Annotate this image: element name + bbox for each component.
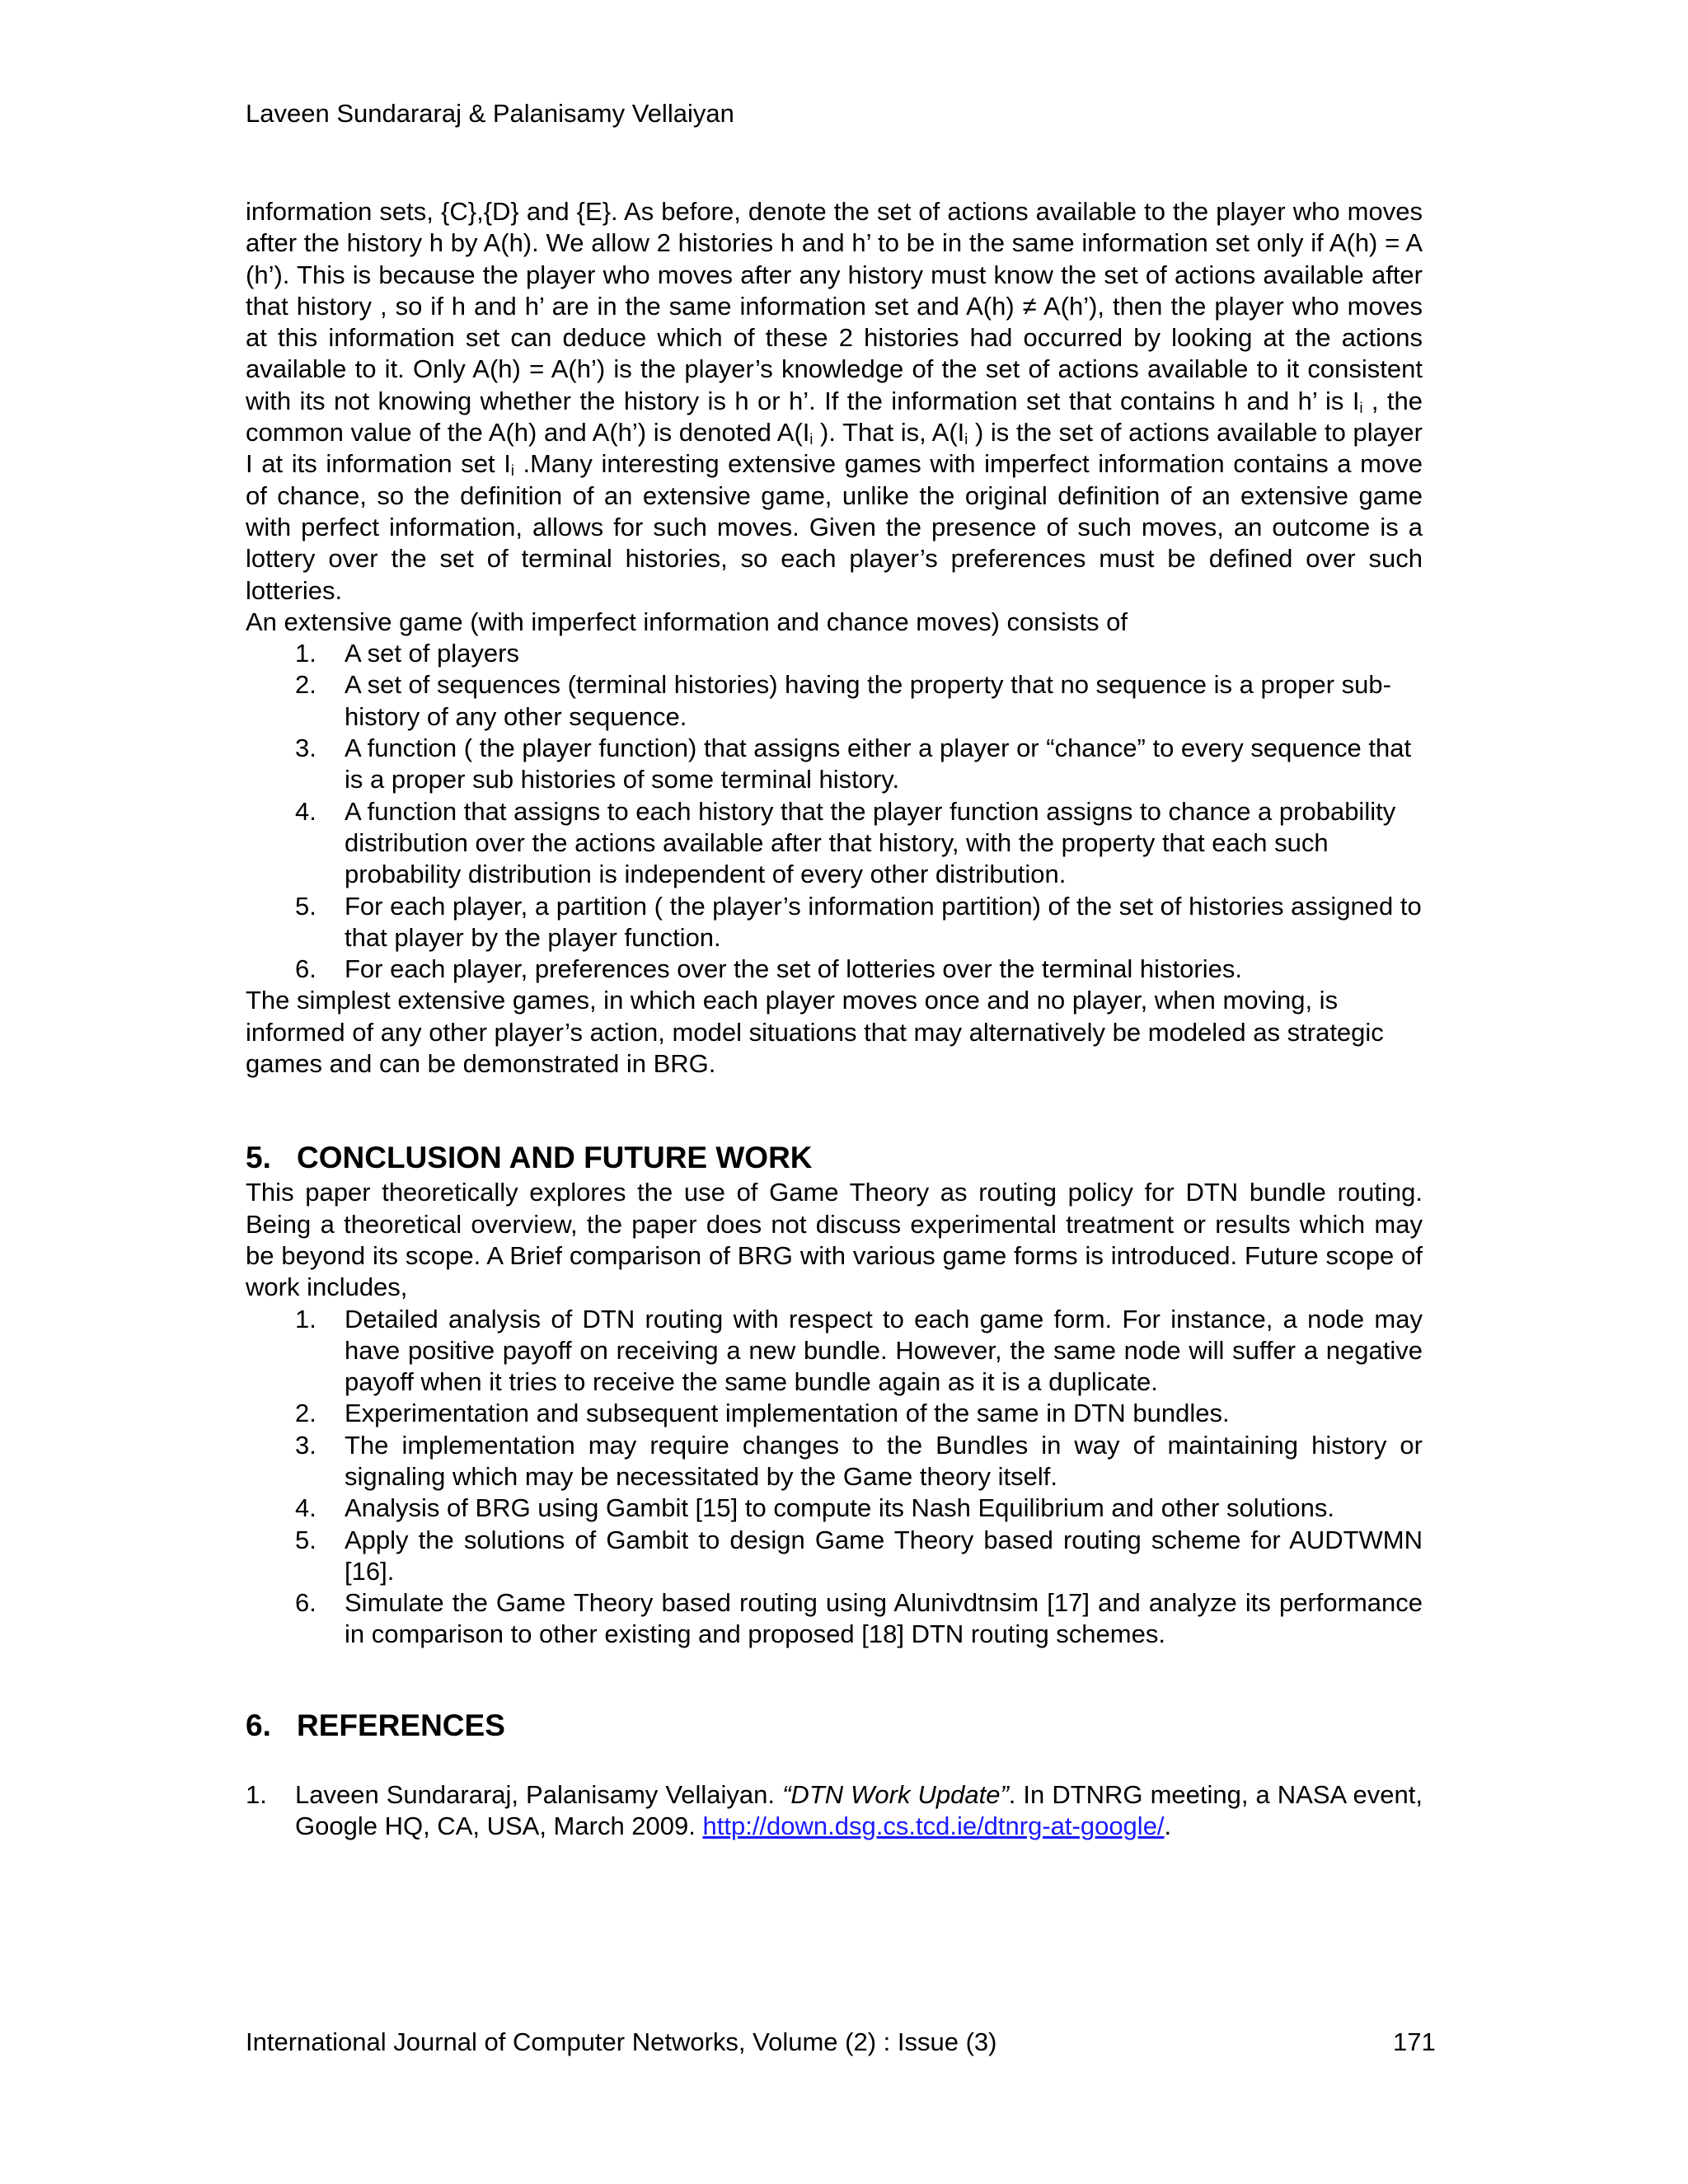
list-item-text: Experimentation and subsequent implementation of the same in DTN bundles. [345, 1399, 1230, 1428]
list-item-number: 6. [295, 954, 316, 984]
intro-text-part-2: , the common value of the A(h) and A(h’) is denoted A(I [246, 386, 1423, 448]
spacer [246, 1745, 1423, 1779]
page-number: 171 [1393, 2027, 1436, 2056]
intro-text-part-4: ) is the set of actions available to player I at its information set I [246, 418, 1423, 479]
intro-text-part-1: information sets, {C},{D} and {E}. As before, denote the set of actions available to the player who moves after the history h by A(h). We allow 2 histories h and h’ to be in the same information set only if A(h) = A (h’). This is because the player who moves after any history must know the set of actions available after that history , so if h and h’ are in the same information set and A(h) ≠ A(h’), then the player who moves at this information set can deduce which of these 2 histories had occurred by looking at the actions available to it. Only A(h) = A(h’) is the player’s knowledge of the set of actions available to it consistent with its not knowing whether the history is h or h’. If the information set that contains h and h’ is I [246, 197, 1423, 415]
subscript-i: i [1359, 399, 1363, 416]
list-item [246, 1587, 1423, 1651]
list-item-number: 6. [295, 1588, 316, 1618]
closing-paragraph: The simplest extensive games, in which each player moves once and no player, when moving, is informed of any other player’s action, model situations that may alternatively be modeled as strategic games and can be demonstrated in BRG. [246, 986, 1384, 1079]
conclusion-heading [246, 1139, 1423, 1177]
list-item [246, 796, 1423, 891]
list-item-text: A set of sequences (terminal histories) having the property that no sequence is a proper sub-history of any other sequence. [345, 670, 1391, 731]
list-item-text: Simulate the Game Theory based routing using Alunivdtnsim [17] and analyze its performance in comparison to other existing and proposed [18] DTN routing schemes. [345, 1588, 1423, 1649]
reference-venue: . In DTNRG meeting, a NASA event, Google HQ, CA, USA, March 2009. [295, 1779, 1423, 1841]
list-item [246, 1493, 1423, 1524]
list-item [246, 669, 1423, 733]
list-item-number: 1. [295, 639, 316, 668]
list-item [246, 891, 1423, 954]
section-title: CONCLUSION AND FUTURE WORK [297, 1141, 813, 1175]
reference-authors: Laveen Sundararaj, Palanisamy Vellaiyan. [295, 1779, 783, 1809]
list-item-number: 1. [295, 1304, 316, 1333]
list-intro: An extensive game (with imperfect information and chance moves) consists of [246, 607, 1128, 636]
list-item [246, 1398, 1423, 1429]
list-item [246, 954, 1423, 985]
list-item-text: For each player, preferences over the set of lotteries over the terminal histories. [345, 954, 1242, 984]
reference-title: “DTN Work Update” [782, 1779, 1009, 1809]
list-item-text: A function that assigns to each history that the player function assigns to chance a probability distribution over the actions available after that history, with the property that each such probability distribution is independent of every other distribution. [345, 796, 1396, 889]
list-item-number: 2. [295, 1399, 316, 1428]
list-item-text: For each player, a partition ( the player’s information partition) of the set of histories assigned to that player by the player function. [345, 891, 1422, 952]
section-number: 5. [246, 1141, 271, 1175]
list-item-number: 2. [295, 670, 316, 700]
list-item-text: Detailed analysis of DTN routing with respect to each game form. For instance, a node may have positive payoff on receiving a new bundle. However, the same node will suffer a negative payoff when it tries to receive the same bundle again as it is a duplicate. [345, 1304, 1423, 1397]
intro-paragraph [246, 196, 1423, 607]
page-body [246, 196, 1423, 1842]
list-item-text: The implementation may require changes to the Bundles in way of maintaining history or signaling which may be necessitated by the Game theory itself. [345, 1430, 1423, 1491]
list-item [246, 638, 1423, 669]
reference-number: 1. [246, 1779, 267, 1809]
list-item [246, 1304, 1423, 1399]
list-item-number: 4. [295, 796, 316, 826]
list-item-text: Apply the solutions of Gambit to design Game Theory based routing scheme for AUDTWMN [16]. [345, 1525, 1423, 1586]
subscript-i: i [964, 431, 968, 448]
game-elements-list [246, 638, 1423, 985]
section-title: REFERENCES [297, 1708, 505, 1742]
references-list [246, 1779, 1423, 1843]
intro-text-part-3: ). That is, A(I [813, 418, 965, 448]
spacer [246, 1080, 1423, 1139]
list-item-number: 3. [295, 1430, 316, 1460]
list-item [246, 1525, 1423, 1588]
reference-item [246, 1779, 1423, 1843]
reference-tail: . [1164, 1811, 1172, 1841]
intro-text-part-5: .Many interesting extensive games with imperfect information contains a move of chance, so the definition of an extensive game, unlike the original definition of an extensive game with perfect information, allows for such moves. Given the presence of such moves, an outcome is a lottery over the set of terminal histories, so each player’s preferences must be defined over such lotteries. [246, 449, 1423, 605]
list-item-text: Analysis of BRG using Gambit [15] to compute its Nash Equilibrium and other solutions. [345, 1493, 1334, 1523]
section-number: 6. [246, 1708, 271, 1742]
list-item-text: A set of players [345, 639, 519, 668]
subscript-i: i [510, 462, 514, 480]
list-item [246, 1430, 1423, 1493]
list-item-number: 5. [295, 1525, 316, 1554]
footer-journal: International Journal of Computer Networks, Volume (2) : Issue (3) [246, 2027, 997, 2056]
list-item [246, 733, 1423, 796]
list-item-number: 5. [295, 891, 316, 921]
list-item-number: 4. [295, 1493, 316, 1523]
future-work-list [246, 1304, 1423, 1651]
reference-link[interactable]: http://down.dsg.cs.tcd.ie/dtnrg-at-google/ [702, 1811, 1165, 1841]
spacer [246, 1651, 1423, 1707]
list-item-number: 3. [295, 733, 316, 763]
references-heading [246, 1707, 1423, 1745]
running-header: Laveen Sundararaj & Palanisamy Vellaiyan [246, 99, 734, 128]
list-item-text: A function ( the player function) that assigns either a player or “chance” to every sequence that is a proper sub histories of some terminal history. [345, 733, 1412, 794]
subscript-i: i [809, 431, 814, 448]
conclusion-paragraph: This paper theoretically explores the use of Game Theory as routing policy for DTN bundle routing. Being a theoretical overview, the paper does not discuss experimental treatment or results which may be beyond its scope. A Brief comparison of BRG with various game forms is introduced. Future scope of work includes, [246, 1178, 1423, 1302]
